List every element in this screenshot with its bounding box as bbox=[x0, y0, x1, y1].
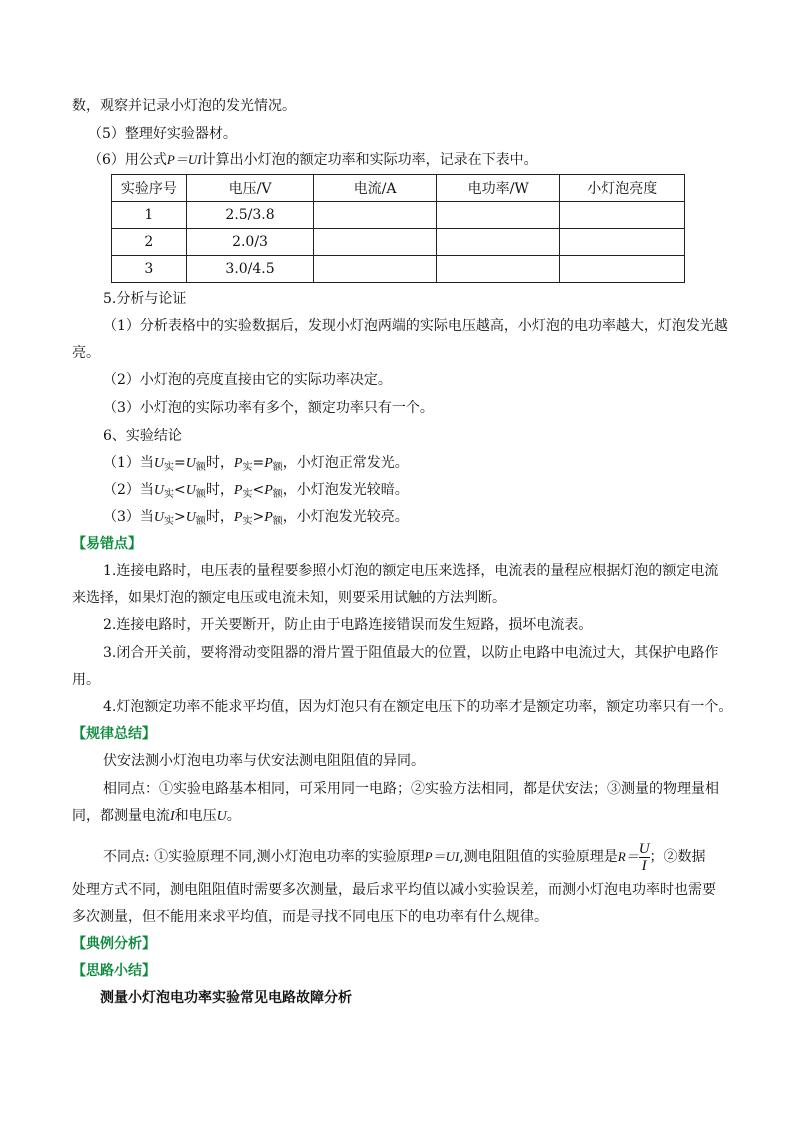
power-formula: P＝UI bbox=[166, 152, 202, 167]
error-3b: 用。 bbox=[72, 672, 100, 688]
c3-relation2: > bbox=[252, 509, 265, 525]
rule-3-post: ；②数据 bbox=[649, 849, 706, 865]
power-symbol: P bbox=[264, 483, 273, 498]
analysis-p3: （3）小灯泡的实际功率有多个，额定功率只有一个。 bbox=[103, 400, 434, 416]
table-cell: 2.0/3 bbox=[186, 229, 314, 256]
table-header-row bbox=[112, 175, 685, 202]
voltage-symbol: U bbox=[185, 456, 196, 471]
intro-line-2: （5）整理好实验器材。 bbox=[88, 126, 237, 142]
rule-2b bbox=[72, 806, 241, 827]
table-cell bbox=[436, 256, 560, 283]
table-row bbox=[112, 202, 685, 229]
table-cell bbox=[560, 256, 685, 283]
table-cell: 1 bbox=[112, 202, 187, 229]
table-cell: 2.5/3.8 bbox=[186, 202, 314, 229]
table-header: 电压/V bbox=[186, 175, 314, 202]
voltage-symbol: U bbox=[185, 510, 196, 525]
voltage-symbol: U bbox=[216, 809, 227, 824]
conclusion-c3 bbox=[103, 507, 409, 532]
power-symbol: P bbox=[264, 456, 273, 471]
table-row bbox=[112, 256, 685, 283]
examples-title: 【典例分析】 bbox=[72, 936, 156, 952]
intro-line-3 bbox=[88, 150, 538, 170]
rule-4: 处理方式不同，测电阻阻值时需要多次测量，最后求平均值以减小实验误差，而测小灯泡电功率时也需要 bbox=[72, 882, 716, 898]
power-formula: P＝UI bbox=[424, 849, 460, 864]
table-cell bbox=[314, 202, 437, 229]
voltage-symbol: U bbox=[153, 510, 165, 525]
rule-2a: 相同点：①实验电路基本相同，可采用同一电路；②实验方法相同，都是伏安法；③测量的物理量相 bbox=[103, 781, 719, 797]
sub-actual: 实 bbox=[164, 489, 175, 500]
intro-line-1: 数，观察并记录小灯泡的发光情况。 bbox=[72, 98, 296, 114]
errors-title: 【易错点】 bbox=[72, 536, 142, 552]
conclusion-c2 bbox=[103, 480, 409, 505]
c1-pre: （1）当 bbox=[103, 455, 154, 471]
error-2: 2.连接电路时，开关要断开，防止由于电路连接错误而发生短路，损坏电流表。 bbox=[103, 617, 593, 633]
summary-title: 【思路小结】 bbox=[72, 963, 156, 979]
summary-subtitle: 测量小灯泡电功率实验常见电路故障分析 bbox=[100, 990, 352, 1006]
rule-3-mid: ,测电阻阻值的实验原理是 bbox=[459, 849, 618, 865]
rule-3 bbox=[103, 839, 706, 875]
c3-pre: （3）当 bbox=[103, 509, 154, 525]
rule-2b-pre: 同，都测量电流 bbox=[72, 808, 170, 824]
c2-pre: （2）当 bbox=[103, 482, 154, 498]
table-header: 电功率/W bbox=[436, 175, 560, 202]
conclusion-title: 6、实验结论 bbox=[103, 428, 182, 444]
analysis-p1a: （1）分析表格中的实验数据后，发现小灯泡两端的实际电压越高，小灯泡的电功率越大，灯泡发光越 bbox=[103, 318, 728, 334]
fraction-u-over-i bbox=[639, 841, 650, 874]
rule-5: 多次测量，但不能用来求平均值，而是寻找不同电压下的电功率有什么规律。 bbox=[72, 909, 548, 925]
voltage-symbol: U bbox=[185, 483, 196, 498]
power-symbol: P bbox=[233, 456, 243, 471]
sub-actual: 实 bbox=[242, 516, 253, 527]
table-cell bbox=[436, 229, 560, 256]
c3-mid: 时， bbox=[205, 509, 234, 525]
current-symbol: I bbox=[170, 809, 175, 824]
error-1b: 来选择，如果灯泡的额定电压或电流未知，则要采用试触的方法判断。 bbox=[72, 590, 506, 606]
rule-1: 伏安法测小灯泡电功率与伏安法测电阻阻值的异同。 bbox=[103, 753, 425, 769]
table-cell: 3 bbox=[112, 256, 187, 283]
rule-2b-post: 。 bbox=[226, 808, 241, 824]
sub-rated: 额 bbox=[272, 462, 283, 473]
fraction-denominator: I bbox=[639, 857, 650, 874]
power-symbol: P bbox=[233, 510, 243, 525]
c1-post: ，小灯泡正常发光。 bbox=[282, 455, 409, 471]
error-3a: 3.闭合开关前，要将滑动变阻器的滑片置于阻值最大的位置，以防止电路中电流过大，其保护电路作 bbox=[103, 645, 719, 661]
sub-rated: 额 bbox=[272, 489, 283, 500]
resistance-formula: R＝ bbox=[617, 849, 639, 864]
table-header: 实验序号 bbox=[112, 175, 187, 202]
voltage-symbol: U bbox=[153, 456, 165, 471]
table-cell bbox=[314, 256, 437, 283]
error-4: 4.灯泡额定功率不能求平均值，因为灯泡只有在额定电压下的功率才是额定功率，额定功率只有一个。 bbox=[103, 699, 733, 715]
sub-actual: 实 bbox=[242, 462, 253, 473]
table-header: 电流/A bbox=[314, 175, 437, 202]
analysis-title: 5.分析与论证 bbox=[103, 291, 187, 307]
rule-3-pre: 不同点: ①实验原理不同,测小灯泡电功率的实验原理 bbox=[103, 849, 425, 865]
c3-relation: > bbox=[174, 509, 186, 525]
intro-line-3-a: （6）用公式 bbox=[88, 152, 167, 168]
table-cell bbox=[314, 229, 437, 256]
c1-relation2: = bbox=[252, 455, 265, 471]
c1-mid: 时， bbox=[205, 455, 234, 471]
sub-actual: 实 bbox=[242, 489, 253, 500]
analysis-p1b: 亮。 bbox=[72, 345, 100, 361]
table-cell bbox=[560, 229, 685, 256]
table-header: 小灯泡亮度 bbox=[560, 175, 685, 202]
fraction-numerator: U bbox=[638, 840, 650, 857]
rules-title: 【规律总结】 bbox=[72, 726, 156, 742]
sub-rated: 额 bbox=[195, 489, 206, 500]
sub-rated: 额 bbox=[195, 516, 206, 527]
c2-mid: 时， bbox=[205, 482, 234, 498]
power-symbol: P bbox=[233, 483, 243, 498]
c3-post: ，小灯泡发光较亮。 bbox=[282, 509, 409, 525]
table-row bbox=[112, 229, 685, 256]
table-cell bbox=[436, 202, 560, 229]
data-table bbox=[111, 174, 685, 283]
c2-post: ，小灯泡发光较暗。 bbox=[282, 482, 409, 498]
c2-relation: < bbox=[174, 482, 186, 498]
table-cell: 2 bbox=[112, 229, 187, 256]
table-cell: 3.0/4.5 bbox=[186, 256, 314, 283]
rule-2b-mid: 和电压 bbox=[174, 808, 217, 824]
power-symbol: P bbox=[264, 510, 273, 525]
c1-relation: = bbox=[174, 455, 186, 471]
c2-relation2: < bbox=[252, 482, 265, 498]
sub-actual: 实 bbox=[164, 516, 175, 527]
conclusion-c1 bbox=[103, 453, 409, 478]
sub-rated: 额 bbox=[272, 516, 283, 527]
voltage-symbol: U bbox=[153, 483, 165, 498]
sub-actual: 实 bbox=[164, 462, 175, 473]
sub-rated: 额 bbox=[195, 462, 206, 473]
analysis-p2: （2）小灯泡的亮度直接由它的实际功率决定。 bbox=[103, 372, 392, 388]
error-1a: 1.连接电路时，电压表的量程要参照小灯泡的额定电压来选择，电流表的量程应根据灯泡的额定电流 bbox=[103, 563, 719, 579]
intro-line-3-b: 计算出小灯泡的额定功率和实际功率，记录在下表中。 bbox=[201, 152, 538, 168]
table-cell bbox=[560, 202, 685, 229]
